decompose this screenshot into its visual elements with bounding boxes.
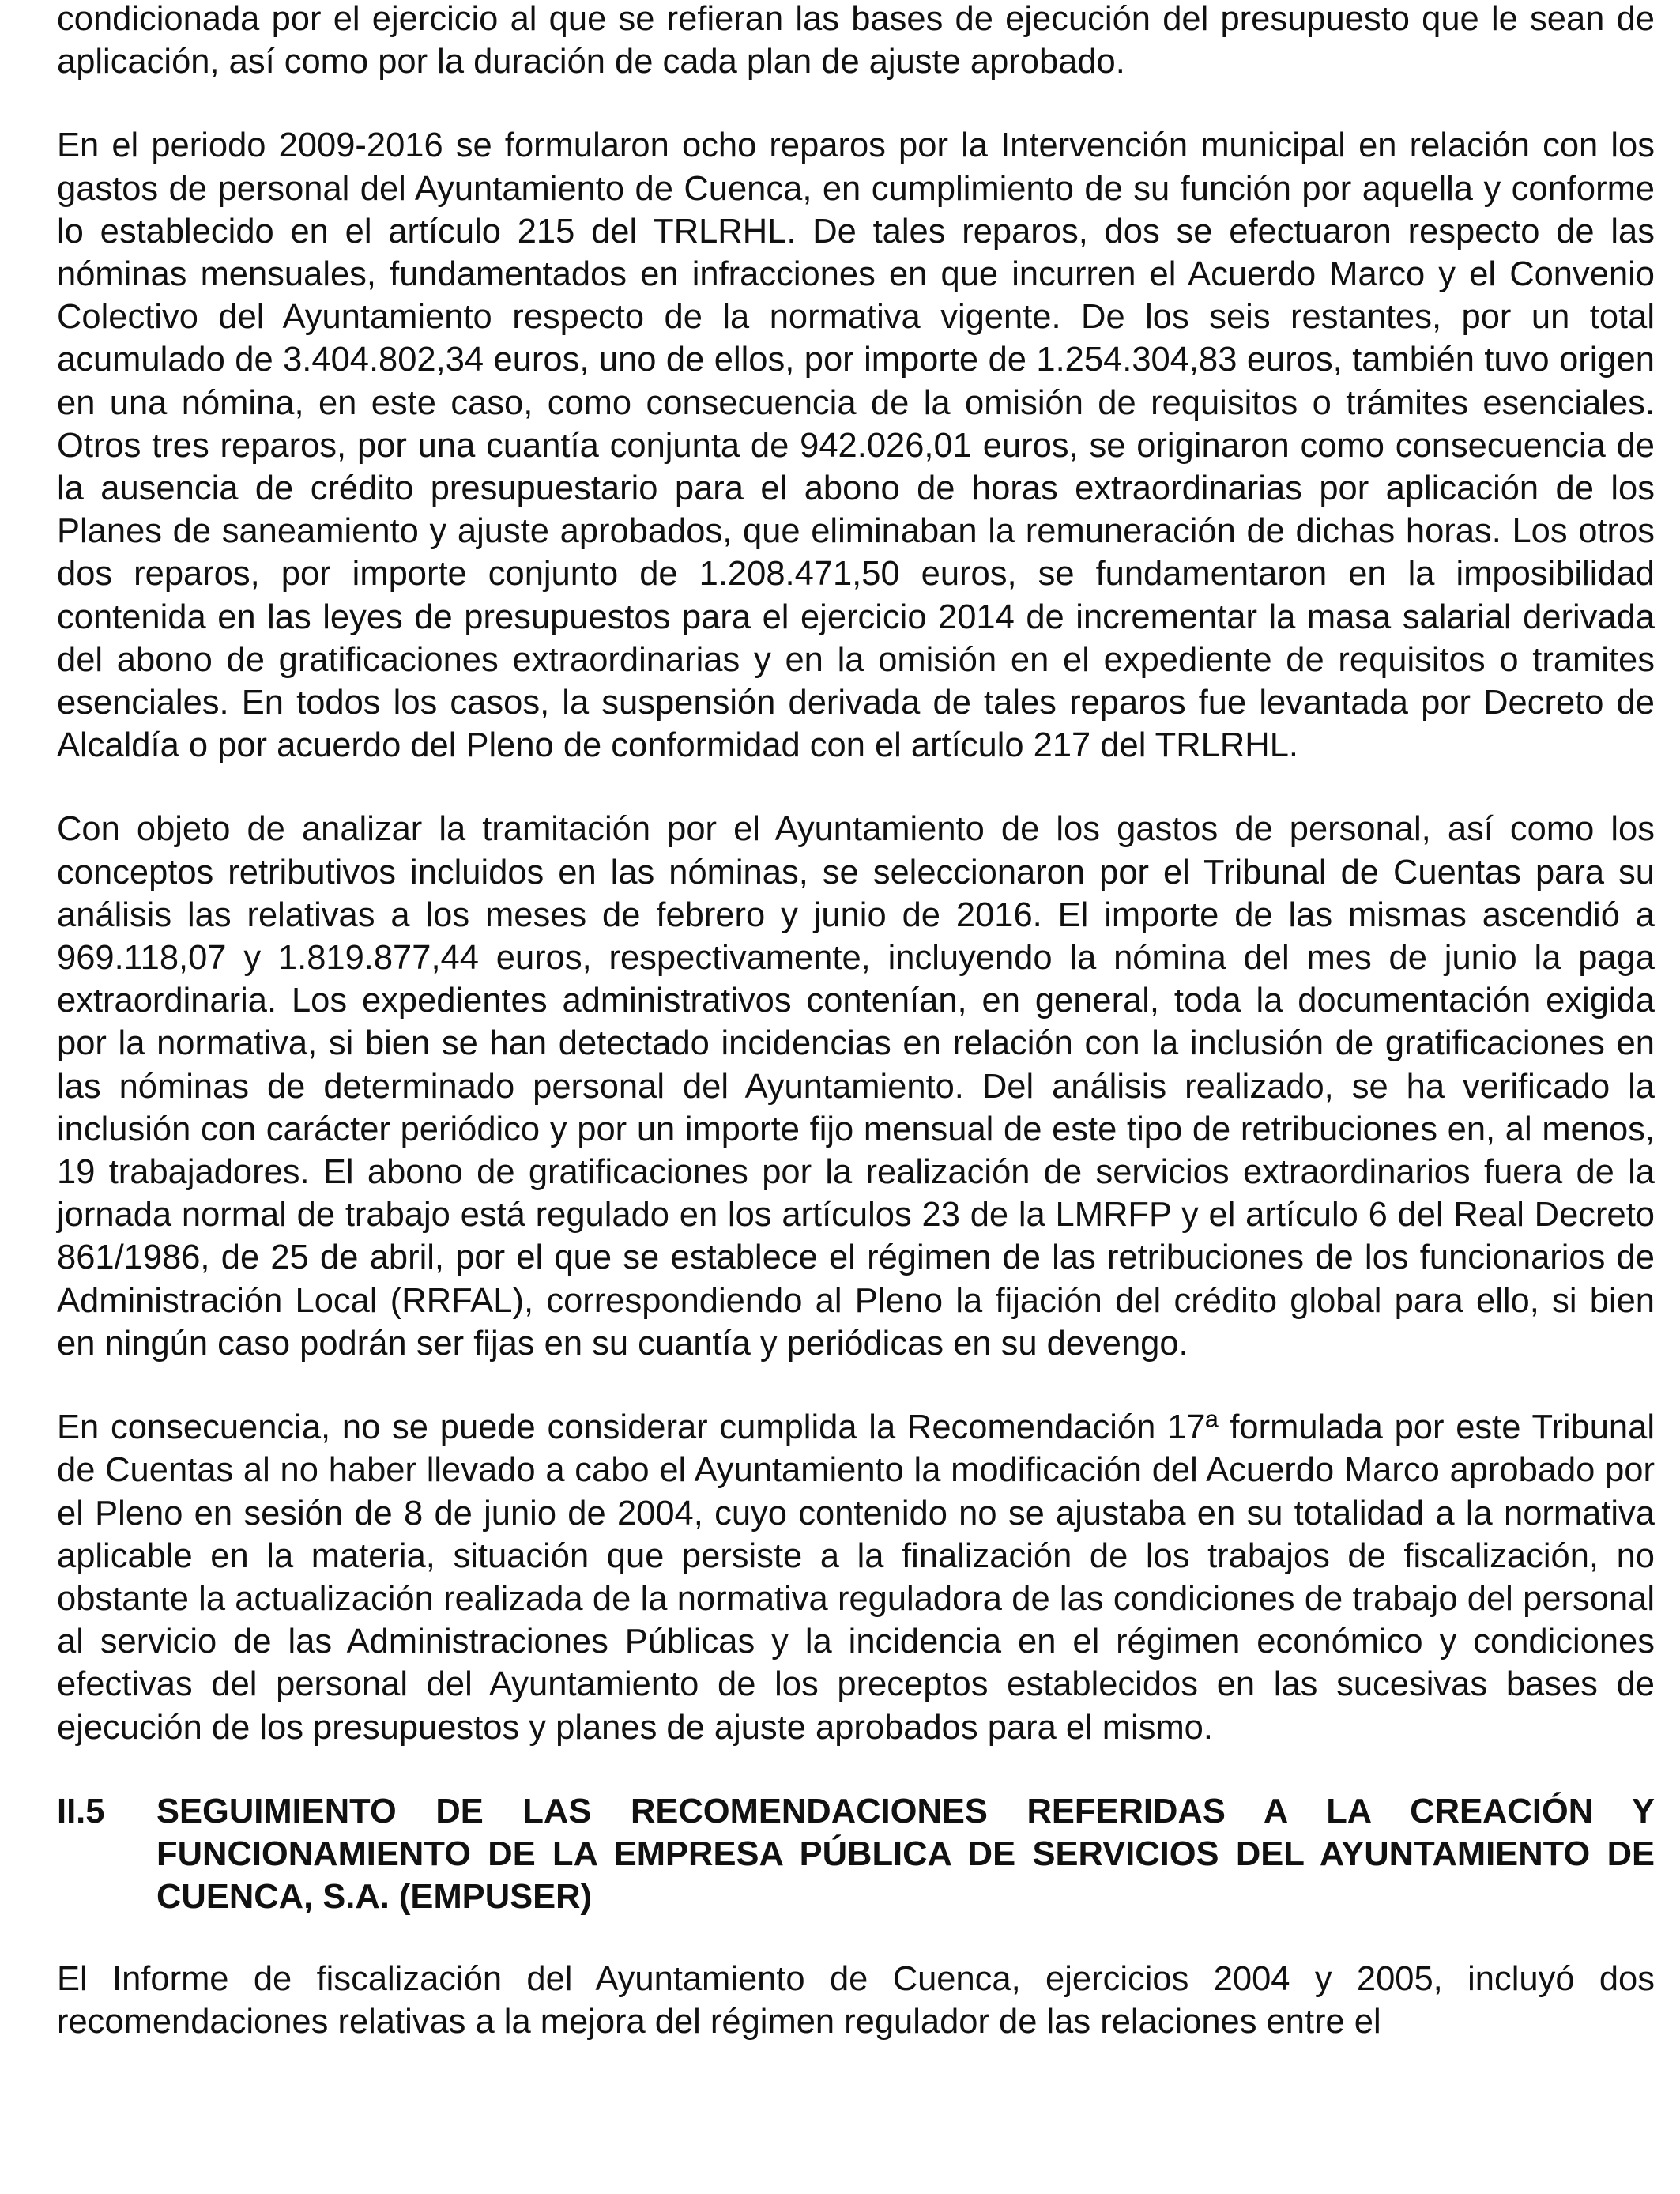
section-number: II.5 [57,1792,105,1830]
paragraph-conclusion: En consecuencia, no se puede considerar cumplida la Recomendación 17ª formulada por este Tribunal de Cuentas al no haber llevado a cabo el Ayuntamiento la modificación del Acuerdo Marco aprobado por el Pleno en sesión de 8 de junio de 2004, cuyo contenido no se ajustaba en su totalidad a la normativa aplicable en la materia, situación que persiste a la finalización de los trabajos de fiscalización, no obstante la actualización realizada de la normativa reguladora de las condiciones de trabajo del personal al servicio de las Administraciones Públicas y la incidencia en el régimen económico y condiciones efectivas del personal del Ayuntamiento de los preceptos establecidos en las sucesivas bases de ejecución de los presupuestos y planes de ajuste aprobados para el mismo. [57,1408,1655,1747]
paragraph-closing: El Informe de fiscalización del Ayuntamiento de Cuenca, ejercicios 2004 y 2005, incluyó dos recomendaciones relativas a la mejora del régimen regulador de las relaciones entre el [57,1959,1655,2041]
paragraph-reparos: En el periodo 2009-2016 se formularon ocho reparos por la Intervención municipal en relación con los gastos de personal del Ayuntamiento de Cuenca, en cumplimiento de su función por aquella y conforme lo establecido en el artículo 215 del TRLRHL. De tales reparos, dos se efectuaron respecto de las nóminas mensuales, fundamentados en infracciones en que incurren el Acuerdo Marco y el Convenio Colectivo del Ayuntamiento respecto de la normativa vigente. De los seis restantes, por un total acumulado de 3.404.802,34 euros, uno de ellos, por importe de 1.254.304,83 euros, también tuvo origen en una nómina, en este caso, como consecuencia de la omisión de requisitos o trámites esenciales. Otros tres reparos, por una cuantía conjunta de 942.026,01 euros, se originaron como consecuencia de la ausencia de crédito presupuestario para el abono de horas extraordinarias por aplicación de los Planes de saneamiento y ajuste aprobados, que eliminaban la remuneración de dichas horas. Los otros dos reparos, por importe conjunto de 1.208.471,50 euros, se fundamentaron en la imposibilidad contenida en las leyes de presupuestos para el ejercicio 2014 de incrementar la masa salarial derivada del abono de gratificaciones extraordinarias y en la omisión en el expediente de requisitos o tramites esenciales. En todos los casos, la suspensión derivada de tales reparos fue levantada por Decreto de Alcaldía o por acuerdo del Pleno de conformidad con el artículo 217 del TRLRHL. [57,126,1655,765]
paragraph-nominas-analysis: Con objeto de analizar la tramitación por el Ayuntamiento de los gastos de personal, así como los conceptos retributivos incluidos en las nóminas, se seleccionaron por el Tribunal de Cuentas para su análisis las relativas a los meses de febrero y junio de 2016. El importe de las mismas ascendió a 969.118,07 y 1.819.877,44 euros, respectivamente, incluyendo la nómina del mes de junio la paga extraordinaria. Los expedientes administrativos contenían, en general, toda la documentación exigida por la normativa, si bien se han detectado incidencias en relación con la inclusión de gratificaciones en las nóminas de determinado personal del Ayuntamiento. Del análisis realizado, se ha verificado la inclusión con carácter periódico y por un importe fijo mensual de este tipo de retribuciones en, al menos, 19 trabajadores. El abono de gratificaciones por la realización de servicios extraordinarios fuera de la jornada normal de trabajo está regulado en los artículos 23 de la LMRFP y el artículo 6 del Real Decreto 861/1986, de 25 de abril, por el que se establece el régimen de las retribuciones de los funcionarios de Administración Local (RRFAL), correspondiendo al Pleno la fijación del crédito global para ello, si bien en ningún caso podrán ser fijas en su cuantía y periódicas en su devengo. [57,810,1655,1363]
section-heading [57,1790,1655,1918]
document-page [57,0,1655,2084]
paragraph-continuation: condicionada por el ejercicio al que se refieran las bases de ejecución del presupuesto que le sean de aplicación, así como por la duración de cada plan de ajuste aprobado. [57,0,1655,81]
section-title: SEGUIMIENTO DE LAS RECOMENDACIONES REFERIDAS A LA CREACIÓN Y FUNCIONAMIENTO DE LA EMPRESA PÚBLICA DE SERVICIOS DEL AYUNTAMIENTO DE CUENCA, S.A. (EMPUSER) [156,1792,1655,1916]
